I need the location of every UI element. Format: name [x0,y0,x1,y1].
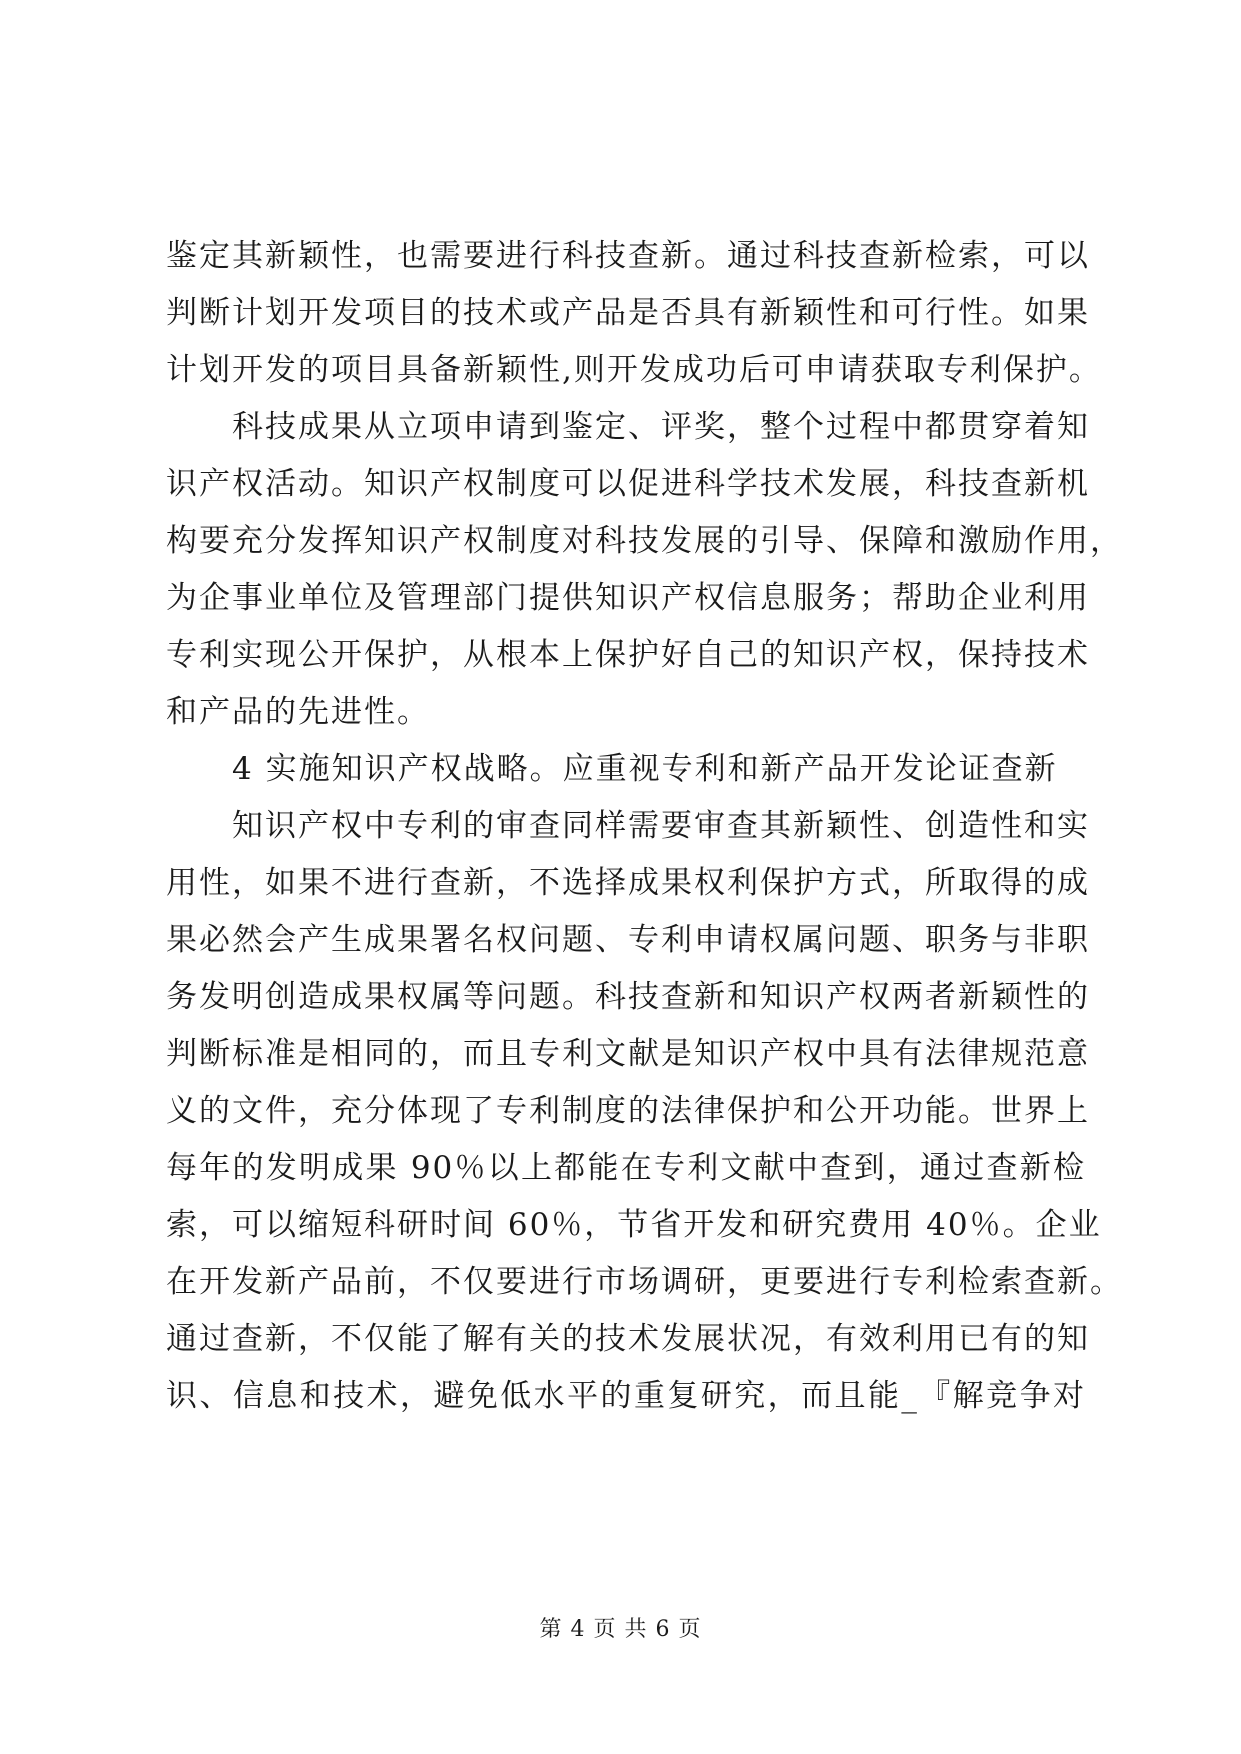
text-line: 专利实现公开保护，从根本上保护好自己的知识产权，保持技术 [166,637,1090,673]
text-line: 果必然会产生成果署名权问题、专利申请权属问题、职务与非职 [166,922,1090,958]
text-line: 判断计划开发项目的技术或产品是否具有新颖性和可行性。如果 [166,295,1090,331]
text-line: 和产品的先进性。 [166,694,430,730]
text-line: 在开发新产品前，不仅要进行市场调研，更要进行专利检索查新。 [166,1264,1123,1300]
page-number-footer: 第 4 页 共 6 页 [539,1617,702,1642]
text-line: 计划开发的项目具备新颖性,则开发成功后可申请获取专利保护。 [166,352,1102,388]
text-line: 每年的发明成果 90％以上都能在专利文献中查到，通过查新检 [166,1150,1086,1186]
text-line: 通过查新，不仅能了解有关的技术发展状况，有效利用已有的知 [166,1321,1090,1357]
text-line: 索，可以缩短科研时间 60％，节省开发和研究费用 40％。企业 [166,1207,1102,1243]
section-heading: 4 实施知识产权战略。应重视专利和新产品开发论证查新 [232,751,1058,787]
text-line: 鉴定其新颖性，也需要进行科技查新。通过科技查新检索，可以 [166,238,1090,274]
text-line: 知识产权中专利的审查同样需要审查其新颖性、创造性和实 [232,808,1090,844]
text-line: 科技成果从立项申请到鉴定、评奖，整个过程中都贯穿着知 [232,409,1090,445]
text-line: 识、信息和技术，避免低水平的重复研究，而且能_『解竞争对 [166,1378,1086,1414]
body-text [166,228,1123,1425]
text-line: 识产权活动。知识产权制度可以促进科学技术发展，科技查新机 [166,466,1090,502]
text-line: 用性，如果不进行查新，不选择成果权利保护方式，所取得的成 [166,865,1090,901]
text-line: 为企事业单位及管理部门提供知识产权信息服务；帮助企业利用 [166,580,1090,616]
text-line: 义的文件，充分体现了专利制度的法律保护和公开功能。世界上 [166,1093,1090,1129]
text-line: 务发明创造成果权属等问题。科技查新和知识产权两者新颖性的 [166,979,1090,1015]
text-line: 构要充分发挥知识产权制度对科技发展的引导、保障和激励作用， [166,523,1123,559]
text-line: 判断标准是相同的，而且专利文献是知识产权中具有法律规范意 [166,1036,1090,1072]
